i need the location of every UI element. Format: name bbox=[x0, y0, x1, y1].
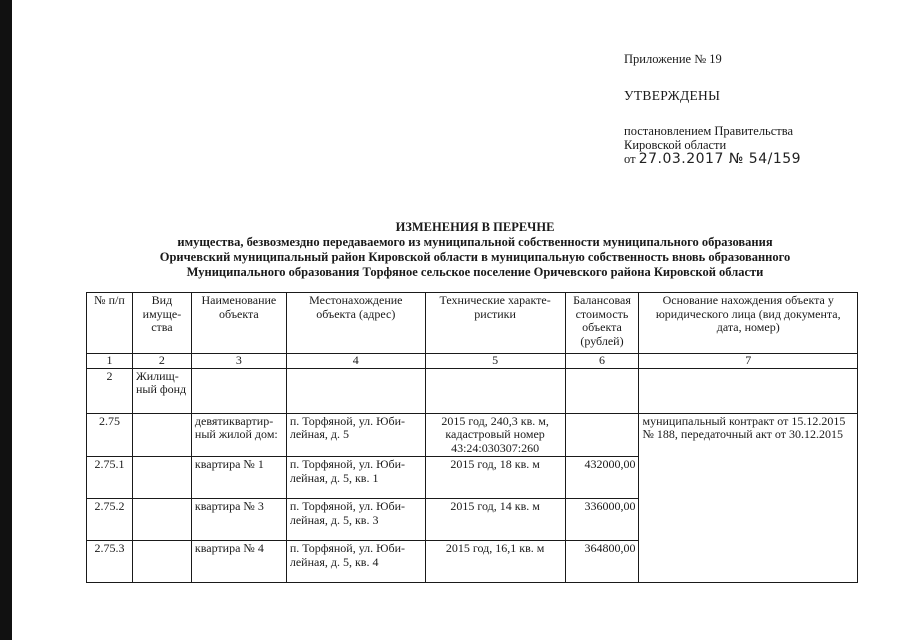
header-address: Местонахождение объекта (адрес) bbox=[286, 293, 425, 354]
table-row bbox=[87, 413, 858, 457]
empty-cell bbox=[191, 368, 286, 413]
decree-prefix: от bbox=[624, 152, 636, 166]
empty-cell bbox=[565, 368, 639, 413]
decree-line-3 bbox=[624, 152, 884, 166]
column-number: 5 bbox=[425, 354, 565, 369]
header-name: Наименование объекта bbox=[191, 293, 286, 354]
empty-cell bbox=[132, 541, 191, 583]
empty-cell bbox=[132, 457, 191, 499]
row-address: п. Торфяной, ул. Юби- лейная, д. 5, кв. 4 bbox=[286, 541, 425, 583]
decree-line-1: постановлением Правительства bbox=[624, 124, 794, 138]
empty-cell bbox=[132, 499, 191, 541]
header-value: Балансовая стоимость объекта (рублей) bbox=[565, 293, 639, 354]
approval-block bbox=[624, 52, 884, 166]
column-number: 6 bbox=[565, 354, 639, 369]
header-row bbox=[87, 293, 858, 354]
row-name: квартира № 1 bbox=[191, 457, 286, 499]
row-address: п. Торфяной, ул. Юби- лейная, д. 5, кв. 1 bbox=[286, 457, 425, 499]
row-value: 364800,00 bbox=[565, 541, 639, 583]
row-specs: 2015 год, 18 кв. м bbox=[425, 457, 565, 499]
decree-date-number: 27.03.2017 № 54/159 bbox=[638, 151, 802, 167]
row-num: 2.75.2 bbox=[87, 499, 133, 541]
row-value bbox=[565, 413, 639, 457]
section-row bbox=[87, 368, 858, 413]
empty-cell bbox=[286, 368, 425, 413]
column-number: 4 bbox=[286, 354, 425, 369]
approved-heading: УТВЕРЖДЕНЫ bbox=[624, 88, 721, 103]
row-value: 432000,00 bbox=[565, 457, 639, 499]
header-specs: Технические характе- ристики bbox=[425, 293, 565, 354]
column-number: 3 bbox=[191, 354, 286, 369]
row-name: девятиквартир- ный жилой дом: bbox=[191, 413, 286, 457]
section-num: 2 bbox=[87, 368, 133, 413]
header-type: Вид имуще- ства bbox=[132, 293, 191, 354]
property-table bbox=[86, 292, 858, 583]
row-basis: муниципальный контракт от 15.12.2015 № 188, передаточный акт от 30.12.2015 bbox=[639, 413, 858, 583]
column-number-row bbox=[87, 354, 858, 369]
column-number: 2 bbox=[132, 354, 191, 369]
row-address: п. Торфяной, ул. Юби- лейная, д. 5, кв. 3 bbox=[286, 499, 425, 541]
row-specs: 2015 год, 16,1 кв. м bbox=[425, 541, 565, 583]
column-number: 1 bbox=[87, 354, 133, 369]
scan-edge bbox=[0, 0, 12, 640]
section-type: Жилищ- ный фонд bbox=[132, 368, 191, 413]
title-line-2: имущества, безвозмездно передаваемого из муниципальной собственности муниципального образования bbox=[177, 235, 773, 249]
decree-line-2: Кировской области bbox=[624, 138, 727, 152]
title-line-3: Оричевский муниципальный район Кировской области в муниципальную собственность вновь образованного bbox=[159, 250, 791, 264]
row-address: п. Торфяной, ул. Юби- лейная, д. 5 bbox=[286, 413, 425, 457]
row-name: квартира № 3 bbox=[191, 499, 286, 541]
empty-cell bbox=[425, 368, 565, 413]
row-num: 2.75.3 bbox=[87, 541, 133, 583]
empty-cell bbox=[639, 368, 858, 413]
empty-cell bbox=[132, 413, 191, 457]
header-basis: Основание нахождения объекта у юридического лица (вид документа, дата, номер) bbox=[639, 293, 858, 354]
row-value: 336000,00 bbox=[565, 499, 639, 541]
title-line-1: ИЗМЕНЕНИЯ В ПЕРЕЧНЕ bbox=[395, 220, 555, 234]
row-specs: 2015 год, 240,3 кв. м, кадастровый номер 43:24:030307:260 bbox=[425, 413, 565, 457]
title-line-4: Муниципального образования Торфяное сельское поселение Оричевского района Кировской области bbox=[186, 265, 764, 279]
annex-number: Приложение № 19 bbox=[624, 52, 722, 66]
column-number: 7 bbox=[639, 354, 858, 369]
header-num: № п/п bbox=[87, 293, 133, 354]
row-name: квартира № 4 bbox=[191, 541, 286, 583]
document-title bbox=[80, 220, 870, 280]
row-num: 2.75 bbox=[87, 413, 133, 457]
row-num: 2.75.1 bbox=[87, 457, 133, 499]
row-specs: 2015 год, 14 кв. м bbox=[425, 499, 565, 541]
